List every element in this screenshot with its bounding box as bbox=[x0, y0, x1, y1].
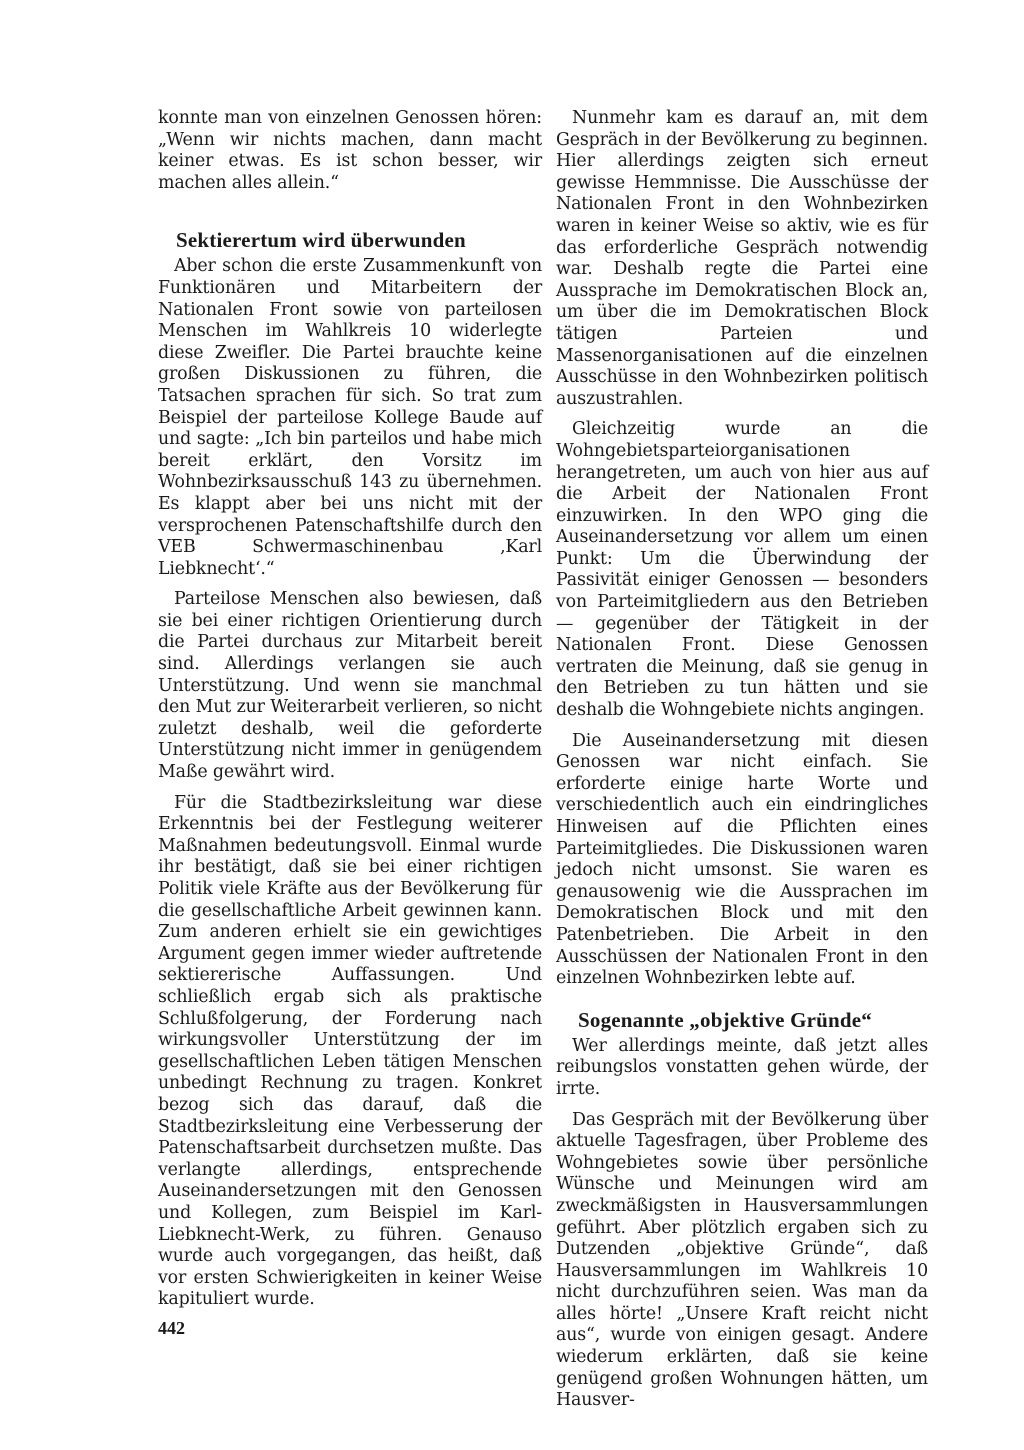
paragraph: Wer allerdings meinte, daß jetzt alles reibungslos vonstatten gehen würde, der irrte. bbox=[556, 1035, 928, 1099]
left-column bbox=[158, 108, 542, 1320]
paragraph: Gleichzeitig wurde an die Wohngebietsparteiorganisationen herangetreten, um auch von hier aus auf die Arbeit der Nationalen Front einzuwirken. In den WPO ging die Auseinandersetzung vor allem um einen Punkt: Um die Überwindung der Passivität einiger Genossen — besonders von Parteimitgliedern aus den Betrieben — gegenüber der Tätigkeit in der Nationalen Front. Diese Genossen vertraten die Meinung, daß sie genug in den Betrieben zu tun hätten und sie deshalb die Wohngebiete nichts angingen. bbox=[556, 419, 928, 721]
paragraph: Aber schon die erste Zusammenkunft von Funktionären und Mitarbeitern der Nationalen Front sowie von parteilosen Menschen im Wahlkreis 10 widerlegte diese Zweifler. Die Partei brauchte keine großen Diskussionen zu führen, die Tatsachen sprachen für sich. So trat zum Beispiel der parteilose Kollege Baude auf und sagte: „Ich bin parteilos und habe mich bereit erklärt, den Vorsitz im Wohnbezirksausschuß 143 zu übernehmen. Es klappt aber bei uns nicht mit der versprochenen Patenschaftshilfe durch den VEB Schwermaschinenbau ‚Karl Liebknecht‘.“ bbox=[158, 256, 542, 579]
paragraph: Parteilose Menschen also bewiesen, daß sie bei einer richtigen Orientierung durch die Partei durchaus zur Mitarbeit bereit sind. Allerdings verlangen sie auch Unterstützung. Und wenn sie manchmal den Mut zur Weiterarbeit verlieren, so nicht zuletzt deshalb, weil die geforderte Unterstützung nicht immer in genügendem Maße gewährt wird. bbox=[158, 589, 542, 783]
paragraph: Nunmehr kam es darauf an, mit dem Gespräch in der Bevölkerung zu beginnen. Hier allerdings zeigten sich erneut gewisse Hemmnisse. Die Ausschüsse der Nationalen Front in den Wohnbezirken waren in keiner Weise so aktiv, wie es für das erforderliche Gespräch notwendig war. Deshalb regte die Partei eine Aussprache im Demokratischen Block an, um über die im Demokratischen Block tätigen Parteien und Massenorganisationen auf die einzelnen Ausschüsse in den Wohnbezirken politisch auszustrahlen. bbox=[556, 108, 928, 409]
section-heading: Sogenannte „objektive Gründe“ bbox=[578, 1007, 872, 1032]
section-heading: Sektierertum wird überwunden bbox=[176, 228, 466, 253]
right-column bbox=[556, 108, 928, 1421]
page-number: 442 bbox=[158, 1318, 185, 1338]
paragraph: konnte man von einzelnen Genossen hören: „Wenn wir nichts machen, dann macht keiner etwas. Es ist schon besser, wir machen alles allein.“ bbox=[158, 108, 542, 193]
paragraph: Die Auseinandersetzung mit diesen Genossen war nicht einfach. Sie erforderte einige harte Worte und verschiedentlich auch ein eindringliches Hinweisen auf die Pflichten eines Parteimitgliedes. Die Diskussionen waren jedoch nicht umsonst. Sie waren es genausowenig wie die Aussprachen im Demokratischen Block und mit den Patenbetrieben. Die Arbeit in den Ausschüssen der Nationalen Front in den einzelnen Wohnbezirken lebte auf. bbox=[556, 730, 928, 989]
paragraph: Das Gespräch mit der Bevölkerung über aktuelle Tagesfragen, über Probleme des Wohngebietes sowie über persönliche Wünsche und Meinungen wird am zweckmäßigsten in Hausversammlungen geführt. Aber plötzlich ergaben sich zu Dutzenden „objektive Gründe“, daß Hausversammlungen im Wahlkreis 10 nicht durchzuführen seien. Was man da alles hörte! „Unsere Kraft reicht nicht aus“, wurde von einigen gesagt. Andere wiederum erklärten, daß sie keine genügend großen Wohnungen hätten, um Hausver- bbox=[556, 1109, 928, 1411]
paragraph: Für die Stadtbezirksleitung war diese Erkenntnis bei der Festlegung weiterer Maßnahmen bedeutungsvoll. Einmal wurde ihr bestätigt, daß sie bei einer richtigen Politik viele Kräfte aus der Bevölkerung für die gesellschaftliche Arbeit gewinnen kann. Zum anderen erhielt sie ein gewichtiges Argument gegen immer wieder auftretende sektiererische Auffassungen. Und schließlich ergab sich als praktische Schlußfolgerung, der Forderung nach wirkungsvoller Unterstützung der im gesellschaftlichen Leben tätigen Menschen unbedingt Rechnung zu tragen. Konkret bezog sich das darauf, daß die Stadtbezirksleitung eine Verbesserung der Patenschaftsarbeit durchsetzen mußte. Das verlangte allerdings, entsprechende Auseinandersetzungen mit den Genossen und Kollegen, zum Beispiel im Karl-Liebknecht-Werk, zu führen. Genauso wurde auch vorgegangen, das heißt, daß vor ersten Schwierigkeiten in keiner Weise kapituliert wurde. bbox=[158, 792, 542, 1310]
